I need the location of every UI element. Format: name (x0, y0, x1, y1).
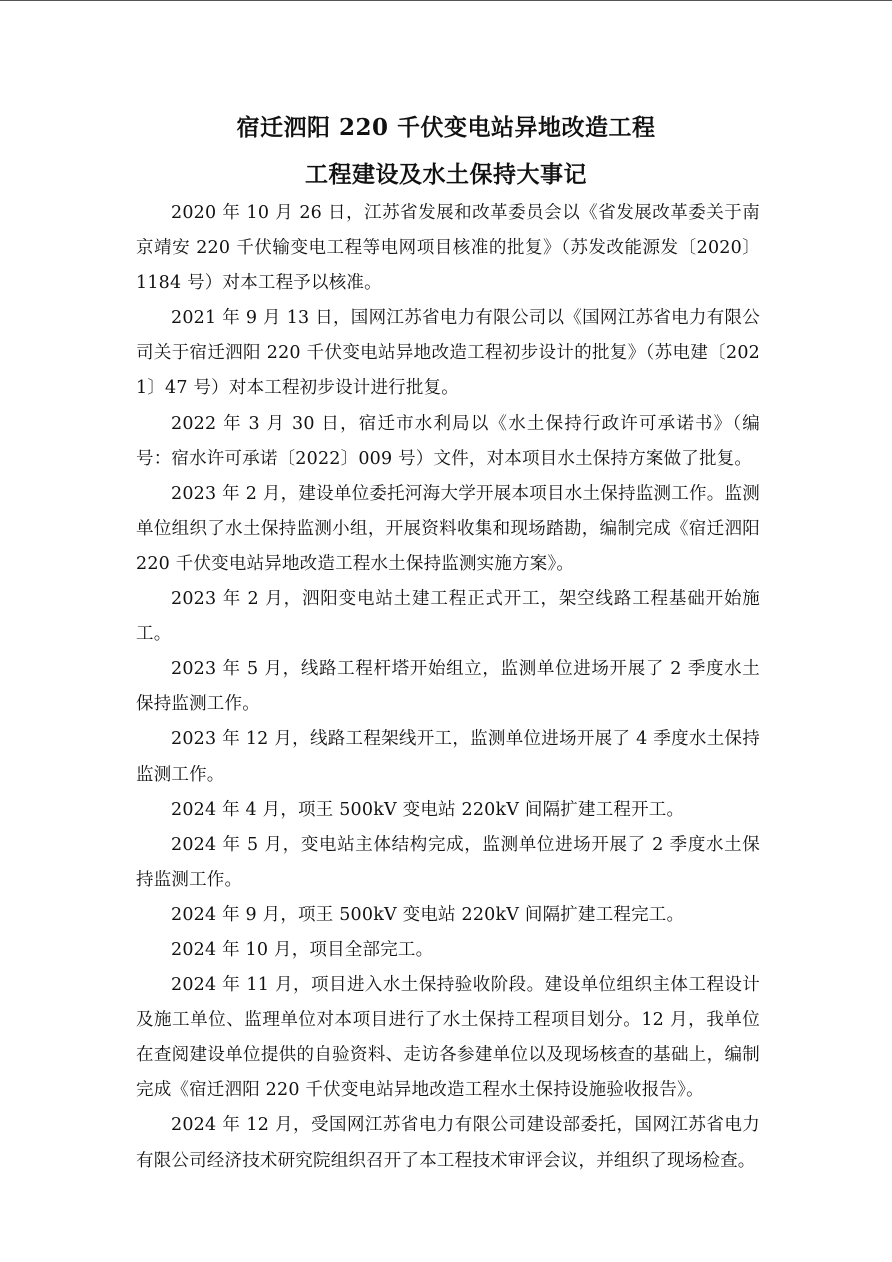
paragraph: 2024 年 10 月，项目全部完工。 (171, 939, 434, 960)
document-title: 宿迁泗阳 220 千伏变电站异地改造工程 (236, 114, 656, 141)
paragraph: 2020 年 10 月 26 日，江苏省发展和改革委员会以《省发展改革委关于南京靖安 220 千伏输变电工程等电网项目核准的批复》（苏发改能源发〔2020〕1184 号）对本工程予以核准。 (136, 203, 760, 294)
paragraph: 2024 年 5 月，变电站主体结构完成，监测单位进场开展了 2 季度水土保持监测工作。 (136, 834, 760, 890)
paragraph: 2022 年 3 月 30 日，宿迁市水利局以《水土保持行政许可承诺书》（编号：宿水许可承诺〔2022〕009 号）文件，对本项目水土保持方案做了批复。 (136, 413, 760, 469)
paragraph: 2021 年 9 月 13 日，国网江苏省电力有限公司以《国网江苏省电力有限公司关于宿迁泗阳 220 千伏变电站异地改造工程初步设计的批复》（苏电建〔2021〕47 号）对本工程初步设计进行批复。 (136, 308, 760, 399)
paragraph: 2023 年 12 月，线路工程架线开工，监测单位进场开展了 4 季度水土保持监测工作。 (136, 729, 760, 785)
paragraph: 2023 年 5 月，线路工程杆塔开始组立，监测单位进场开展了 2 季度水土保持监测工作。 (136, 659, 760, 715)
paragraph: 2024 年 4 月，项王 500kV 变电站 220kV 间隔扩建工程开工。 (171, 799, 685, 820)
paragraph: 2024 年 12 月，受国网江苏省电力有限公司建设部委托，国网江苏省电力有限公司经济技术研究院组织召开了本工程技术审评会议，并组织了现场检查。 (136, 1115, 760, 1171)
paragraph: 2023 年 2 月，建设单位委托河海大学开展本项目水土保持监测工作。监测单位组织了水土保持监测小组，开展资料收集和现场踏勘，编制完成《宿迁泗阳 220 千伏变电站异地改造工程水土保持监测实施方案》。 (136, 483, 760, 574)
document-body (136, 196, 760, 1179)
paragraph: 2024 年 9 月，项王 500kV 变电站 220kV 间隔扩建工程完工。 (171, 904, 685, 925)
paragraph: 2023 年 2 月，泗阳变电站土建工程正式开工，架空线路工程基础开始施工。 (136, 589, 760, 645)
document-subtitle: 工程建设及水土保持大事记 (305, 161, 587, 188)
paragraph: 2024 年 11 月，项目进入水土保持验收阶段。建设单位组织主体工程设计及施工单位、监理单位对本项目进行了水土保持工程项目划分。12 月，我单位在查阅建设单位提供的自验资料、走访各参建单位以及现场核查的基础上，编制完成《宿迁泗阳 220 千伏变电站异地改造工程水土保持设施验收报告》。 (136, 975, 760, 1101)
